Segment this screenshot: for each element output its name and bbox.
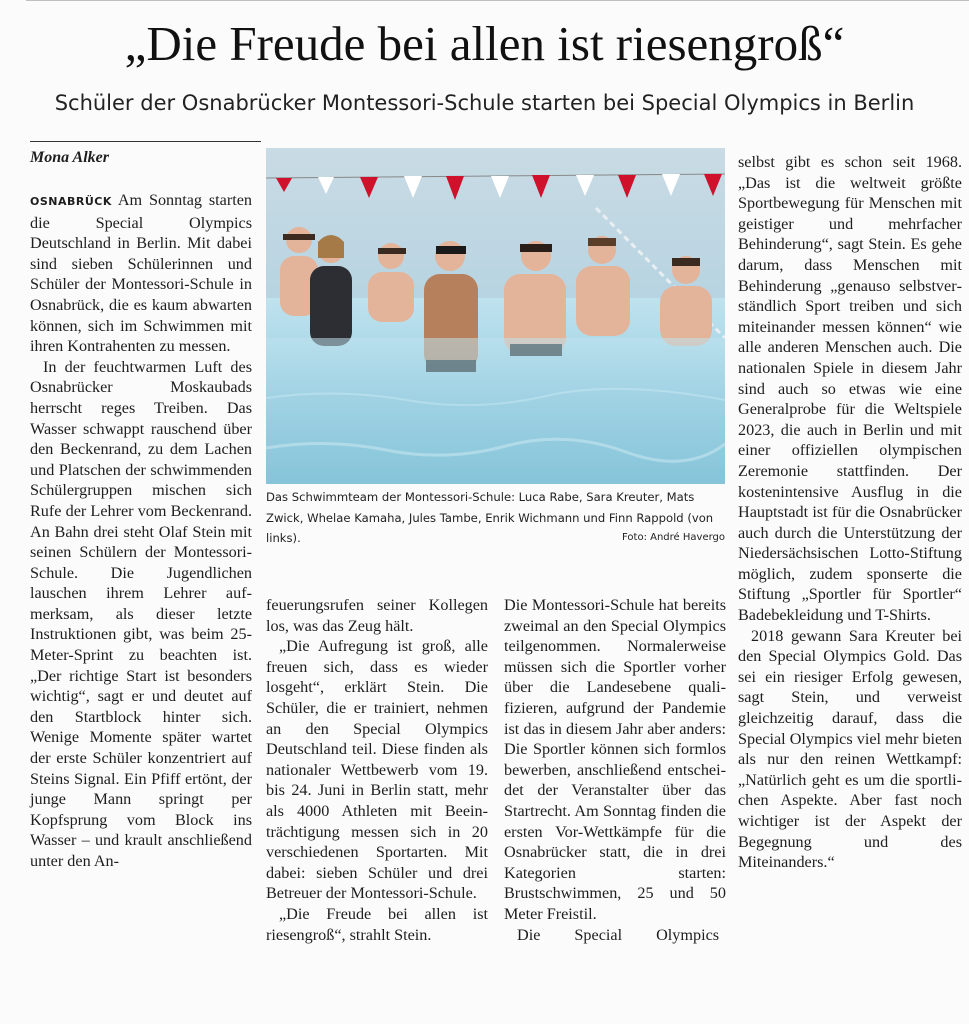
paragraph <box>30 190 252 357</box>
byline-rule <box>30 141 261 142</box>
headline: „Die Freude bei allen ist riesengroß“ <box>124 16 845 71</box>
article-column-4 <box>738 152 962 873</box>
paragraph: „Die Aufregung ist groß, alle freuen sich, dass es wieder losgeht“, erklärt Stein. Die Schüler, die er trainiert, nehmen an den Special Olympics Deutschland teil. Diese finden als nationaler Wettbewerb vom 19. bis 24. Juni in Berlin statt, mehr als 4000 Athleten mit Beeinträchtigung messen sich in 20 verschiedenen Sportarten. Mit dabei: sieben Schüler und drei Betreuer der Montessori-Schule. <box>266 637 488 903</box>
swim-team-photo <box>266 148 725 484</box>
top-rule <box>26 0 969 1</box>
paragraph: 2018 gewann Sara Kreuter bei den Special Olympics Gold. Das sei ein riesiger Erfolg gewesen, sagt Stein, und verweist gleichzeitig darauf, dass die Special Olympics viel mehr bieten als nur den reinen Wettkampf: „Natürlich geht es um die sportlichen Aspekte. Aber fast noch wichtiger ist der Aspekt der Begegnung und des Miteinanders.“ <box>738 626 962 872</box>
paragraph: selbst gibt es schon seit 1968. „Das ist die weltweit größte Sportbewegung für Menschen mit geistiger und mehrfacher Behinderung“, sagt Stein. Es gehe darum, dass Menschen mit Behinderung „genauso selbstverständlich Sport treiben und sich miteinander messen können“ wie alle anderen Menschen auch. Die nationalen Spiele in diesem Jahr sind auch so etwas wie eine Generalprobe für die Weltspiele 2023, die auch in Berlin und mit einer offiziellen olympischen Zeremonie stattfinden. Der kostenintensive Ausflug in die Hauptstadt ist für die Osnabrücker auch durch die Unterstützung der Niedersächsischen Lotto-Stiftung möglich, zudem sponserte die Stiftung „Sportler für Sportler“ Badebekleidung und T-Shirts. <box>738 153 962 625</box>
article-column-2 <box>266 595 488 945</box>
paragraph: Die Special Olympics <box>517 925 720 944</box>
subheadline: Schüler der Osnabrücker Montessori-Schule starten bei Special Olympics in Berlin <box>54 91 915 115</box>
caption-text: Das Schwimmteam der Montessori-Schule: Luca Rabe, Sara Kreuter, Mats Zwick, Whelae Kamaha, Jules Tambe, Enrik Wichmann und Finn Rappold (von links). <box>266 490 714 546</box>
paragraph: feuerungsrufen seiner Kollegen los, was das Zeug hält. <box>266 596 488 635</box>
paragraph: Die Montessori-Schule hat bereits zweimal an den Special Olympics teilgenommen. Normalerweise müssen sich die Sportler vorher über die Landesebene qualifizieren, aufgrund der Pandemie ist das in diesem Jahr aber anders: Die Sportler können sich formlos bewerben, anschließend entscheidet der Veranstalter über das Startrecht. Am Sonntag finden die ersten Vor-Wettkämpfe für die Osnabrücker statt, die in drei Kategorien starten: Brustschwimmen, 25 und 50 Meter Freistil. <box>504 596 726 923</box>
article-column-1 <box>30 190 252 872</box>
pool-scene <box>266 148 725 484</box>
photo-caption <box>266 487 725 549</box>
article-column-3 <box>504 595 726 945</box>
paragraph: „Die Freude bei allen ist riesengroß“, strahlt Stein. <box>266 904 488 944</box>
byline: Mona Alker <box>30 149 109 166</box>
photo-credit: Foto: André Havergo <box>622 532 725 544</box>
paragraph-text: Am Sonntag starten die Special Olympics Deutschland in Berlin. Mit dabei sind sieben Schülerinnen und Schüler der Montessori-Schule in Osnabrück, die es kaum abwarten können, sich im Schwimmen mit ihren Kontrahenten zu messen. <box>30 191 252 356</box>
paragraph: In der feuchtwarmen Luft des Osnabrücker Moskaubads herrscht reges Treiben. Das Wasser schwappt rauschend über den Beckenrand, zu dem Lachen und Platschen der schwimmenden Schülergruppen mischen sich Rufe der Lehrer vom Beckenrand. An Bahn drei steht Olaf Stein mit seinen Schülern der Montessori-Schule. Die Jugendlichen lauschen ihrem Lehrer aufmerksam, als dieser letzte Instruktionen gibt, was beim 25-Meter-Sprint zu beachten ist. „Der richtige Start ist besonders wichtig“, sagt er und deutet auf den Startblock hinter sich. Wenige Momente später wartet der erste Schüler konzentriert auf Steins Signal. Ein Pfiff ertönt, der junge Mann springt per Kopfsprung vom Block ins Wasser – und krault anschließend unter den An- <box>30 357 252 870</box>
dateline: OSNABRÜCK <box>30 195 112 208</box>
